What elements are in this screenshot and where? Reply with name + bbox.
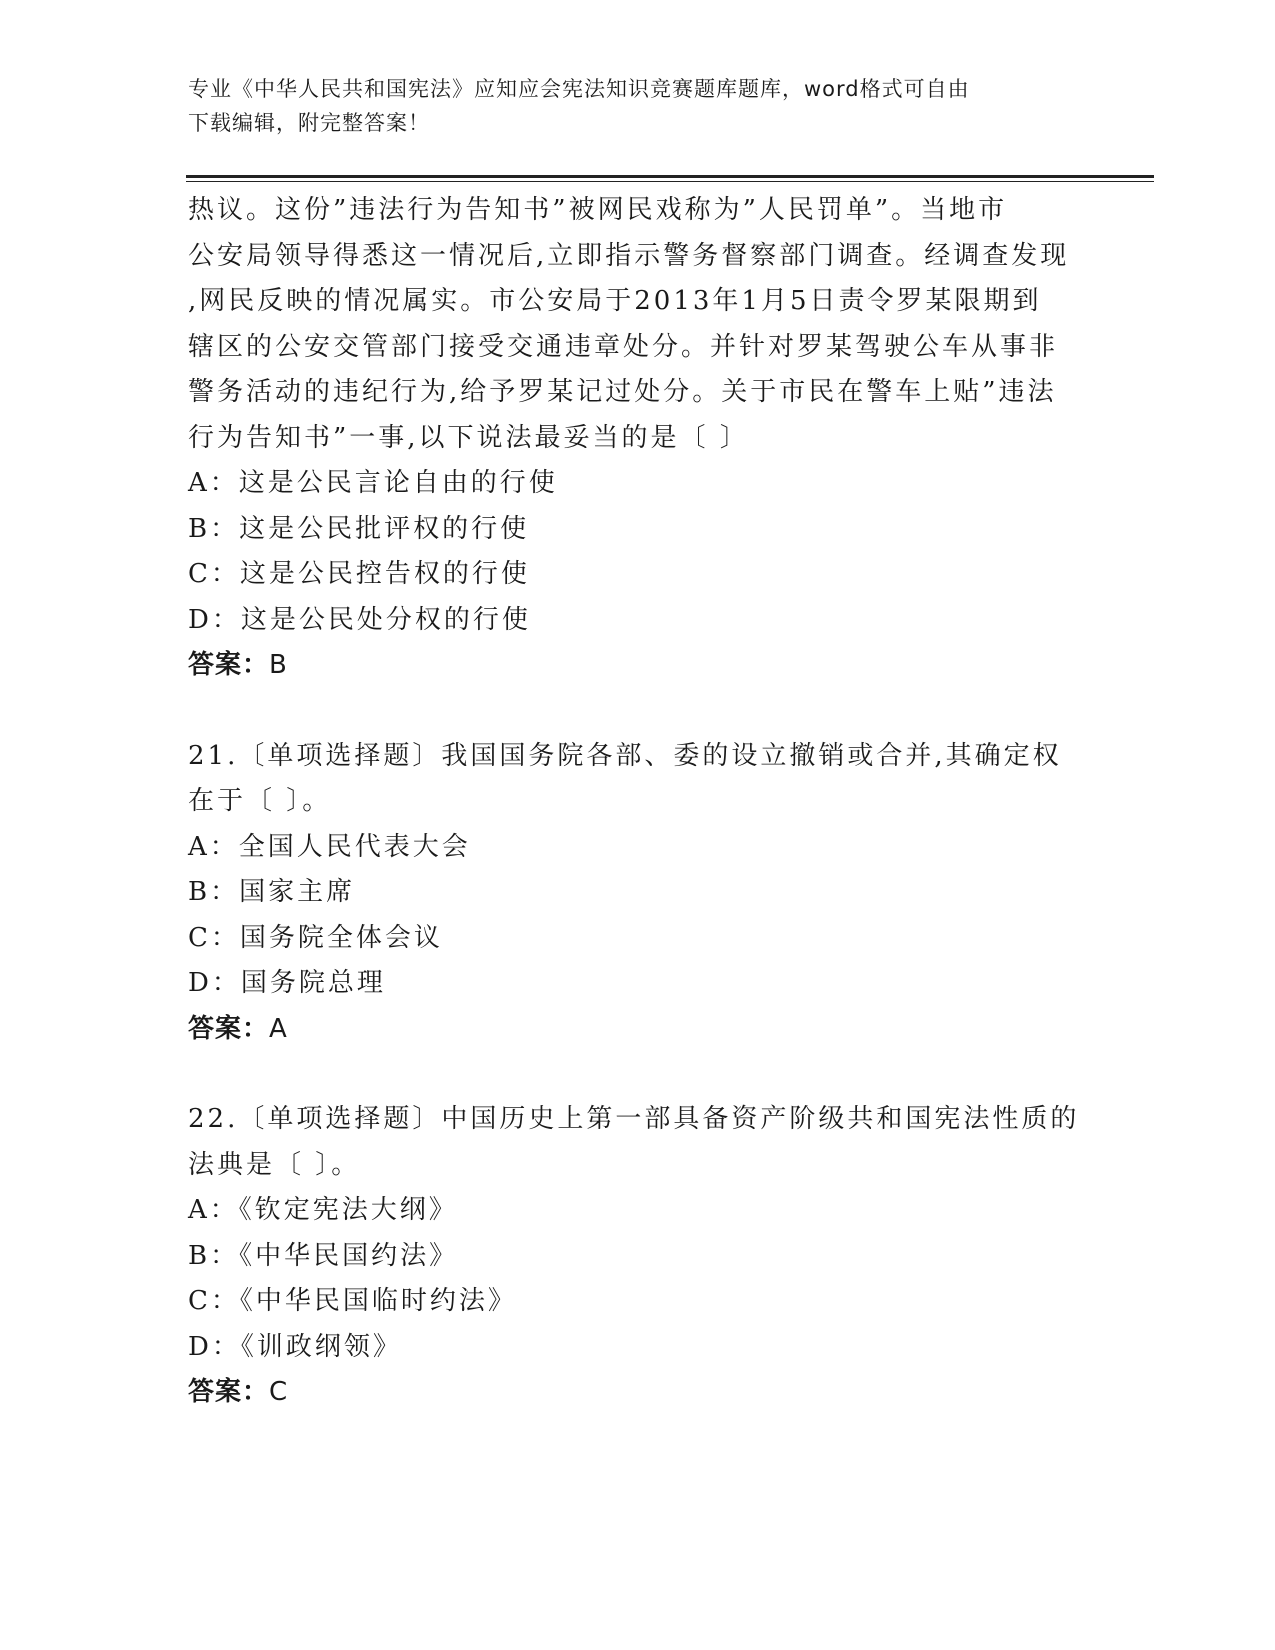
option-c: C：国务院全体会议	[188, 922, 443, 953]
question-line: 21.〔单项选择题〕我国国务院各部、委的设立撤销或合并,其确定权	[188, 740, 1062, 771]
option-c: C：《中华民国临时约法》	[188, 1286, 517, 1316]
answer-value: B	[269, 650, 288, 680]
option-c: C：这是公民控告权的行使	[188, 559, 530, 589]
question-line: 行为告知书”一事,以下说法最妥当的是〔 〕	[188, 422, 749, 453]
option-a: A：《钦定宪法大纲》	[188, 1195, 458, 1225]
answer-value: A	[269, 1013, 288, 1044]
question-text	[188, 188, 1078, 461]
option-d: D：《训政纲领》	[188, 1331, 402, 1362]
header-line-2: 下载编辑，附完整答案！	[188, 111, 430, 135]
question-line: 在于〔 〕。	[188, 786, 332, 816]
header-divider-thick	[186, 175, 1154, 178]
question-line: 热议。这份”违法行为告知书”被网民戏称为”人民罚单”。当地市	[188, 195, 1008, 225]
question-line: 法典是〔 〕。	[188, 1149, 361, 1180]
option-a: A：这是公民言论自由的行使	[188, 468, 558, 498]
page-header	[188, 72, 1068, 140]
option-b: B：这是公民批评权的行使	[188, 513, 530, 544]
question-line: 22.〔单项选择题〕中国历史上第一部具备资产阶级共和国宪法性质的	[188, 1104, 1080, 1134]
answer-value: C	[269, 1377, 289, 1407]
answer	[188, 1007, 1078, 1053]
question-22	[188, 1097, 1078, 1416]
answer	[188, 643, 1078, 689]
question-text	[188, 1097, 1078, 1188]
question-line: 警务活动的违纪行为,给予罗某记过处分。关于市民在警车上贴”违法	[188, 377, 1057, 407]
option-a: A：全国人民代表大会	[188, 831, 471, 862]
answer	[188, 1370, 1078, 1416]
question-text	[188, 734, 1078, 825]
option-b: B：国家主席	[188, 877, 356, 907]
question-line: ,网民反映的情况属实。市公安局于2013年1月5日责令罗某限期到	[188, 286, 1042, 316]
option-b: B：《中华民国约法》	[188, 1240, 459, 1271]
question-21	[188, 734, 1078, 1053]
question-line: 辖区的公安交管部门接受交通违章处分。并针对罗某驾驶公车从事非	[188, 331, 1059, 362]
option-d: D：这是公民处分权的行使	[188, 604, 531, 635]
header-divider-thin	[186, 181, 1154, 182]
document-body	[188, 188, 1078, 1416]
answer-label: 答案：	[188, 1013, 270, 1044]
question-line: 公安局领导得悉这一情况后,立即指示警务督察部门调查。经调查发现	[188, 240, 1070, 271]
answer-label: 答案：	[188, 1377, 270, 1407]
option-d: D：国务院总理	[188, 968, 386, 998]
question-20	[188, 188, 1078, 689]
header-line-1: 专业《中华人民共和国宪法》应知应会宪法知识竞赛题库题库，word格式可自由	[188, 77, 970, 101]
answer-label: 答案：	[188, 650, 270, 680]
